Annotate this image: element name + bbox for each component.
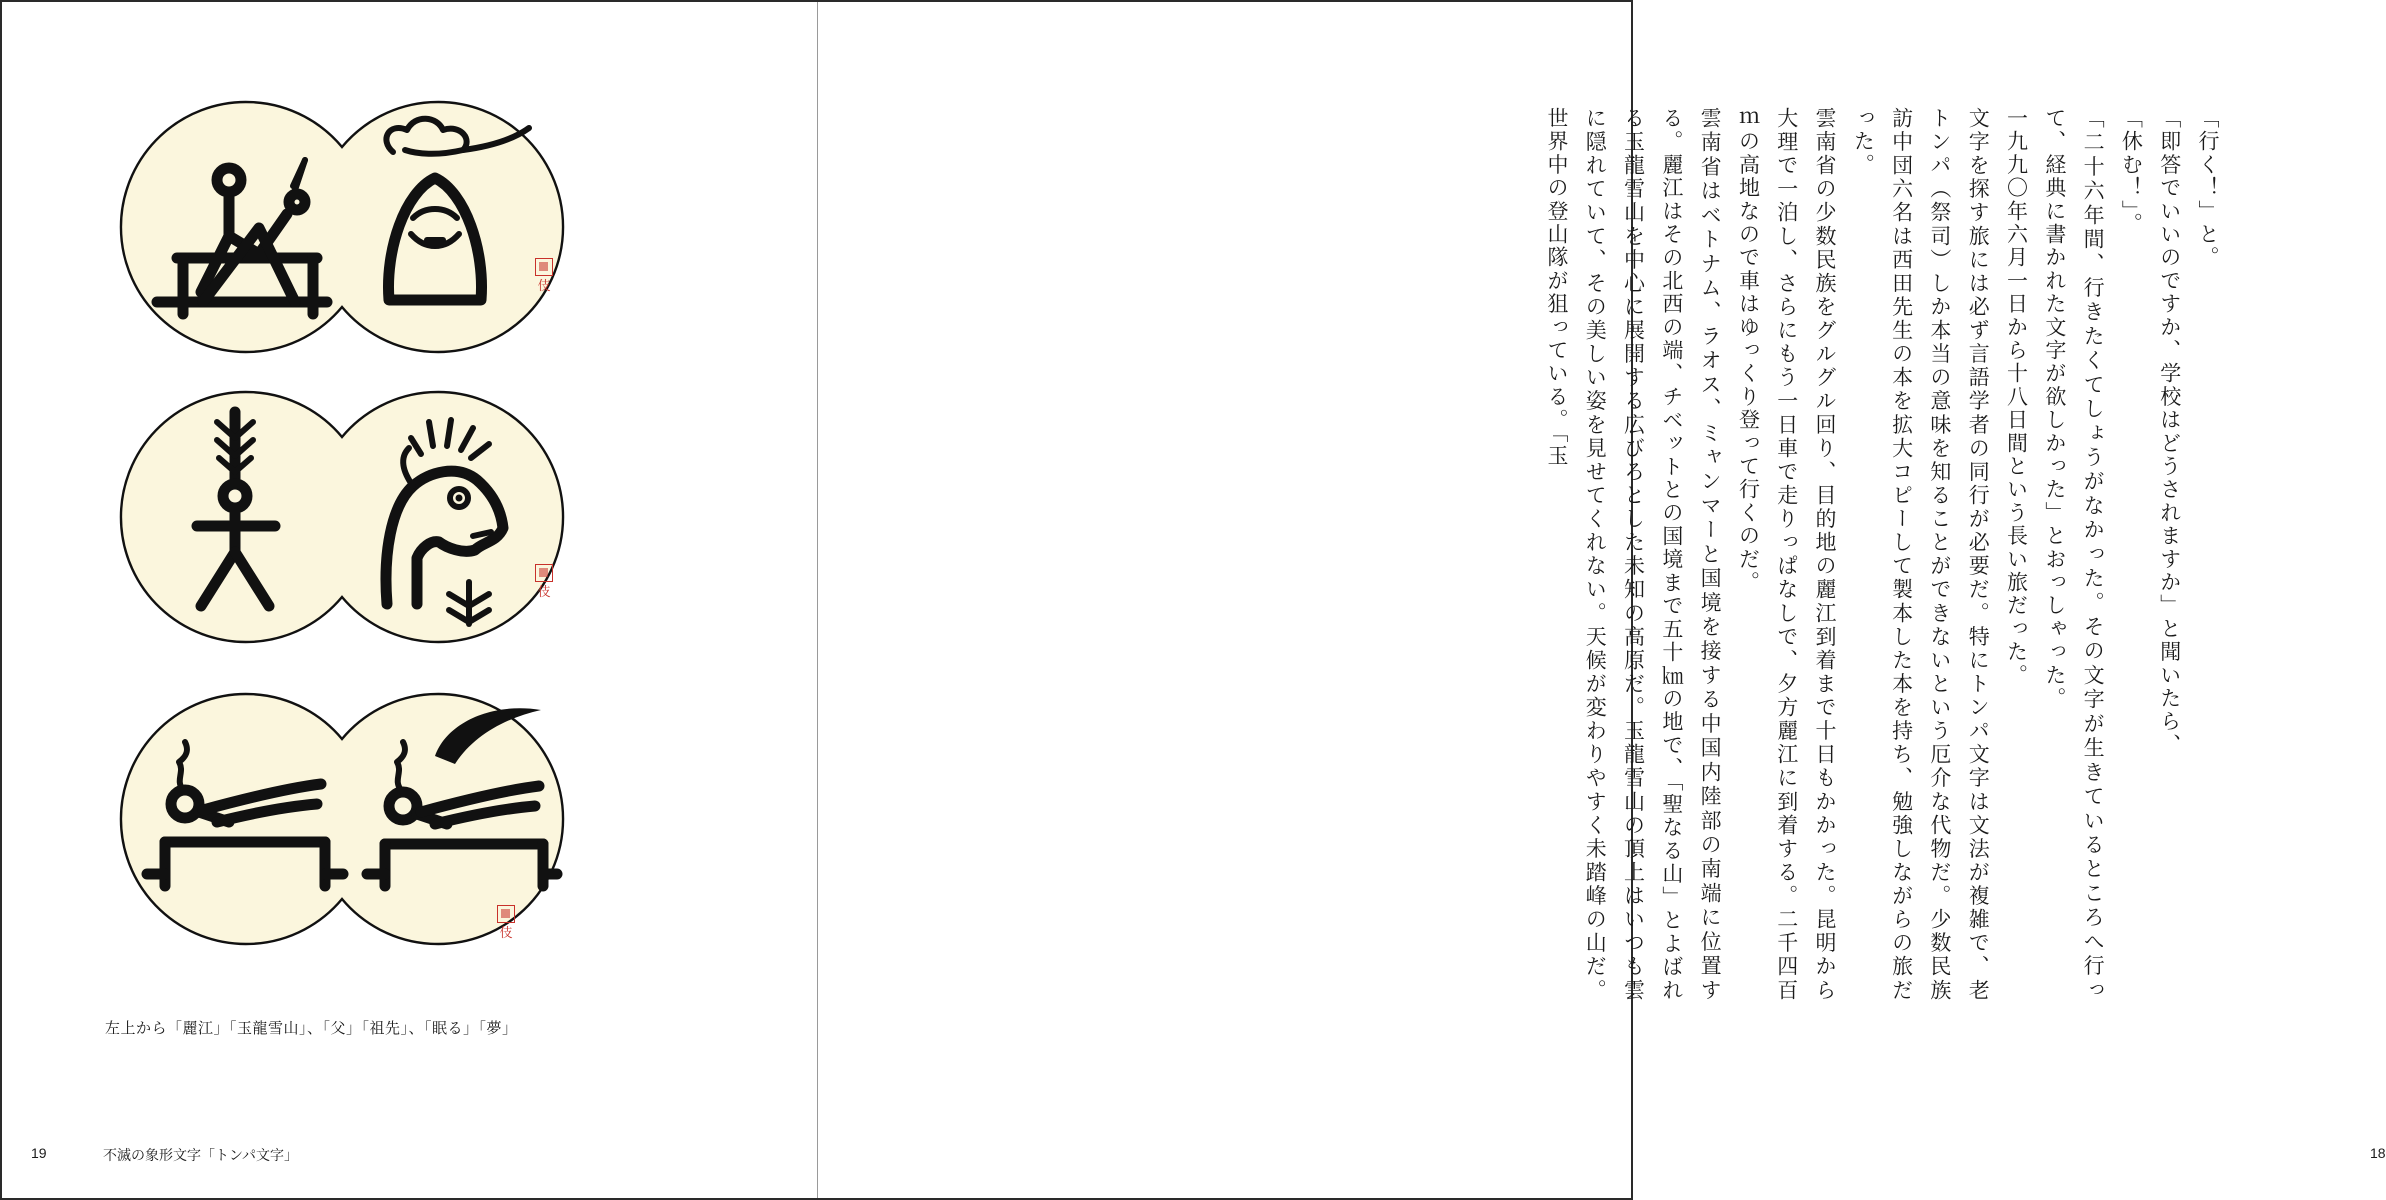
- seal-square-icon: [535, 258, 553, 276]
- dongba-glyph-pair-1: [117, 102, 567, 352]
- paragraph: 雲南省はベトナム、ラオス、ミャンマーと国境を接する中国内陸部の南端に位置する。麗江はその北西の端、チベットとの国境まで五十㎞の地で、「聖なる山」とよばれる玉龍雪山を中心に展開する広びろとした未知の高原だ。玉龍雪山の頂上はいつも雲に隠れていて、その美しい姿を見せてくれない。天候が変わりやすく未踏峰の山だ。世界中の登山隊が狙っている。「玉: [1544, 107, 1723, 1002]
- seal-character: 伎: [537, 585, 551, 600]
- glyph-plate-father-ancestor: [117, 392, 567, 642]
- paragraph: 「行く！」と。: [2196, 107, 2220, 270]
- paragraph: 一九九〇年六月一日から十八日間という長い旅だった。: [2004, 107, 2029, 687]
- paragraph: 「即答でいいのですか、学校はどうされますか」と聞いたら、: [2157, 107, 2182, 757]
- seal-square-icon: [535, 564, 553, 582]
- seal-character: 伎: [499, 926, 513, 941]
- glyph-plate-lijiang-yulong: [117, 102, 567, 352]
- red-seal-stamp-1: [535, 258, 553, 293]
- paragraph: 文字を探す旅には必ず言語学者の同行が必要だ。特にトンパ文字は文法が複雑で、老トンパ（祭司）しか本当の意味を知ることができないという厄介な代物だ。少数民族訪中団六名は西田先生の本を拡大コピーして製本した本を持ち、勉強しながらの旅だった。: [1851, 107, 1991, 1002]
- dongba-glyph-pair-2: [117, 392, 567, 642]
- page-number-left: 19: [31, 1145, 47, 1161]
- red-seal-stamp-2: [535, 564, 553, 599]
- page-number-right: 18: [2370, 1145, 2386, 1161]
- figure-caption: 左上から「麗江」「玉龍雪山」、「父」「祖先」、「眠る」「夢」: [105, 1019, 518, 1037]
- red-seal-stamp-3: [497, 905, 515, 940]
- seal-square-icon: [497, 905, 515, 923]
- vertical-body-text: [1544, 107, 2227, 1002]
- paragraph: 「二十六年間、行きたくてしょうがなかった。その文字が生きているところへ行って、経典に書かれた文字が欲しかった」とおっしゃった。: [2042, 107, 2106, 1002]
- right-page: [817, 2, 2386, 1198]
- paragraph: 雲南省の少数民族をグルグル回り、目的地の麗江到着まで十日もかかった。昆明から大理で一泊し、さらにもう一日車で走りっぱなしで、夕方麗江に到着する。二千四百ｍの高地なので車はゆっくり登って行くのだ。: [1736, 107, 1838, 1002]
- running-head: 不滅の象形文字「トンパ文字」: [103, 1148, 299, 1164]
- seal-character: 伎: [537, 279, 551, 294]
- paragraph: 「休む！」。: [2119, 107, 2144, 236]
- left-page: [2, 2, 817, 1198]
